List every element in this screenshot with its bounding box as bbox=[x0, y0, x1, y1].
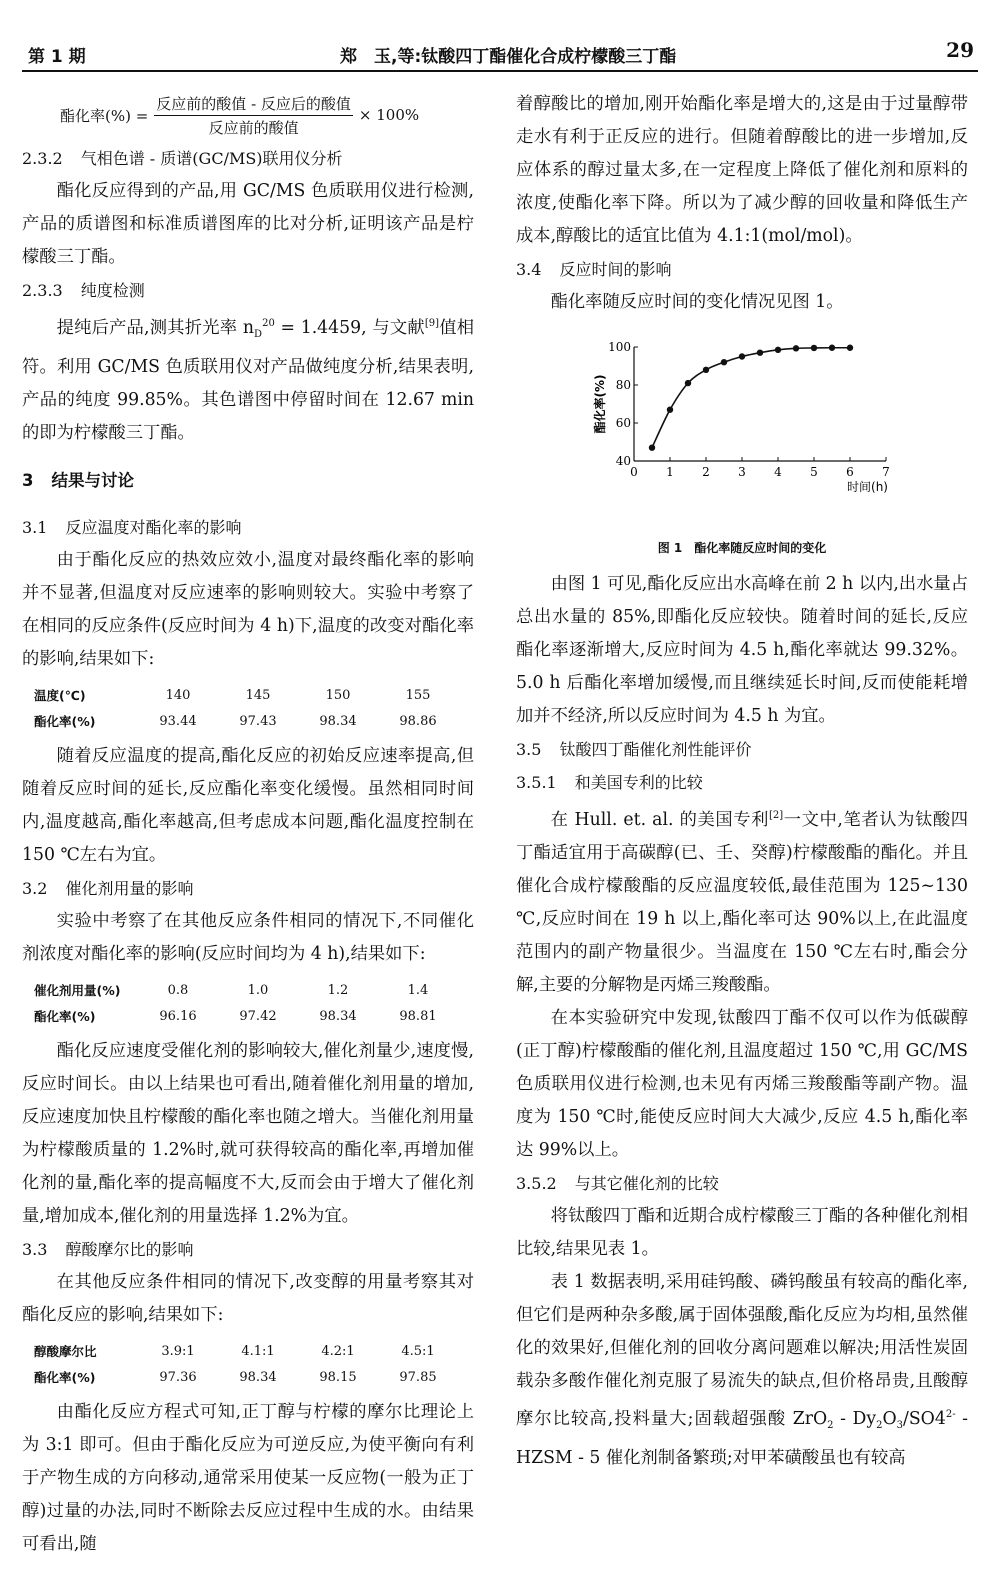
x-tick-label: 5 bbox=[810, 465, 818, 479]
molar-ratio-table: 醇酸摩尔比 3.9:1 4.1:1 4.2:1 4.5:1 酯化率(%) 97.36 98.34 98.15 97.85 bbox=[34, 1343, 437, 1386]
x-tick-label: 2 bbox=[702, 465, 710, 479]
paragraph: 由于酯化反应的热效应效小,温度对最终酯化率的影响并不显著,但温度对反应速率的影响则较大。实验中考察了在相同的反应条件(反应时间为 4 h)下,温度的改变对酯化率的影响,结果如下: bbox=[22, 550, 474, 670]
page-number: 29 bbox=[946, 38, 974, 62]
x-tick-label: 3 bbox=[738, 465, 746, 479]
data-point bbox=[793, 345, 799, 351]
figure-caption: 图 1 酯化率随反应时间的变化 bbox=[657, 541, 827, 555]
y-tick-label: 40 bbox=[615, 454, 631, 468]
data-point bbox=[739, 353, 745, 359]
data-point bbox=[703, 367, 709, 373]
paragraph: 随着反应温度的提高,酯化反应的初始反应速率提高,但随着反应时间的延长,反应酯化率变化缓慢。虽然相同时间内,温度越高,酯化率越高,但考虑成本问题,酯化温度控制在 150 ℃左右为宜。 bbox=[22, 746, 474, 866]
section-heading-3-4: 3.4 反应时间的影响 bbox=[516, 260, 672, 279]
section-heading-3-2: 3.2 催化剂用量的影响 bbox=[22, 879, 194, 899]
paragraph: 由图 1 可见,酯化反应出水高峰在前 2 h 以内,出水量占总出水量的 85%,即酯化反应较快。随着时间的延长,反应酯化率逐渐增大,反应时间为 4.5 h,酯化率就达 99.32%。5.0 h 后酯化率增加缓慢,而且继续延长时间,反而使能耗增加并不经济,所以反应时间为 4.5 h 为宜。 bbox=[516, 574, 968, 726]
x-tick-label: 7 bbox=[882, 465, 890, 479]
paragraph: 将钛酸四丁酯和近期合成柠檬酸三丁酯的各种催化剂相比较,结果见表 1。 bbox=[516, 1205, 968, 1259]
section-heading-3-5-2: 3.5.2 与其它催化剂的比较 bbox=[516, 1173, 719, 1193]
data-series-line bbox=[652, 348, 850, 448]
paragraph: 表 1 数据表明,采用硅钨酸、磷钨酸虽有较高的酯化率,但它们是两种杂多酸,属于固体强酸,酯化反应为均相,虽然催化的效果好,但催化剂的回收分离问题难以解决;用活性炭固载杂多酸作催化剂克服了易流失的缺点,但价格昂贵,且酸醇摩尔比较高,投料量大;固载超强酸 $ZrO_2 - Dy_2O_3/SO4^{2-}$ - HZSM - 5 催化剂制备繁琐;对甲苯磺酸虽也有较高 bbox=[516, 1271, 968, 1468]
x-tick-label: 0 bbox=[630, 465, 638, 479]
paragraph: 实验中考察了在其他反应条件相同的情况下,不同催化剂浓度对酯化率的影响(反应时间均为 4 h),结果如下: bbox=[22, 911, 474, 965]
section-heading-2-3-3: 2.3.3 纯度检测 bbox=[22, 281, 145, 300]
citation: [2] bbox=[768, 810, 784, 821]
paragraph: 酯化反应速度受催化剂的影响较大,催化剂量少,速度慢,反应时间长。由以上结果也可看出,随着催化剂用量的增加,反应速度加快且柠檬酸的酯化率也随之增大。当催化剂用量为柠檬酸质量的 1.2%时,就可获得较高的酯化率,再增加催化剂的量,酯化率的提高幅度不大,反而会由于增大了催化剂量,增加成本,催化剂的用量选择 1.2%为宜。 bbox=[22, 1041, 474, 1227]
paragraph: 酯化率随反应时间的变化情况见图 1。 bbox=[550, 292, 844, 312]
paragraph: 在本实验研究中发现,钛酸四丁酯不仅可以作为低碳醇(正丁醇)柠檬酸酯的催化剂,且温度超过 150 ℃,用 GC/MS 色质联用仪进行检测,也未见有丙烯三羧酸酯等副产物。温度为 150 ℃时,能使反应时间大大减少,反应 4.5 h,酯化率达 99%以上。 bbox=[516, 1007, 968, 1160]
data-point bbox=[811, 345, 817, 351]
data-point bbox=[667, 407, 673, 413]
y-tick-label: 80 bbox=[615, 378, 631, 392]
section-heading-2-3-2: 2.3.2 气相色谱 - 质谱(GC/MS)联用仪分析 bbox=[22, 149, 343, 168]
right-column bbox=[516, 88, 968, 1475]
temperature-table: 温度(℃) 140 145 150 155 酯化率(%) 93.44 97.43 98.34 98.86 bbox=[34, 687, 437, 730]
page-header bbox=[28, 38, 974, 68]
data-point bbox=[757, 350, 763, 356]
paragraph: 提纯后产品,测其折光率 $n_D^{20} = 1.4459$, 与文献[9]值相符。利用 GC/MS 色质联用仪对产品做纯度分析,结果表明,产品的纯度 99.85%。其色谱图中停留时间在 12.67 min 的即为柠檬酸三丁酯。 bbox=[22, 317, 474, 444]
data-point bbox=[649, 445, 655, 451]
formula-numerator: 反应前的酸值 - 反应后的酸值 bbox=[154, 93, 353, 116]
paragraph: 在 Hull. et. al. 的美国专利[2]一文中,笔者认为钛酸四丁酯适宜用于高碳醇(已、壬、癸醇)柠檬酸酯的酯化。并且催化合成柠檬酸酯的反应温度较低,最佳范围为 125~130 ℃,反应时间在 19 h 以上,酯化率可达 90%以上,在此温度范围内的副产物量很少。当温度在 150 ℃左右时,酯会分解,主要的分解物是丙烯三羧酸酯。 bbox=[516, 809, 968, 995]
x-tick-label: 6 bbox=[846, 465, 854, 479]
citation: [9] bbox=[424, 318, 440, 329]
formula-rhs: × 100% bbox=[358, 106, 420, 124]
left-column bbox=[22, 88, 474, 1561]
paragraph: 酯化反应得到的产品,用 GC/MS 色质联用仪进行检测,产品的质谱图和标准质谱图库的比对分析,证明该产品是柠檬酸三丁酯。 bbox=[22, 181, 474, 267]
formula-lhs: 酯化率(%) = bbox=[60, 106, 149, 125]
figure-1 bbox=[516, 325, 968, 537]
issue-label: 第 1 期 bbox=[28, 47, 86, 67]
running-title: 郑 玉,等:钛酸四丁酯催化合成柠檬酸三丁酯 bbox=[340, 47, 677, 67]
y-tick-label: 60 bbox=[615, 416, 631, 430]
section-heading-3-5: 3.5 钛酸四丁酯催化剂性能评价 bbox=[516, 740, 752, 759]
data-point bbox=[847, 345, 853, 351]
paragraph: 着醇酸比的增加,刚开始酯化率是增大的,这是由于过量醇带走水有利于正反应的进行。但随着醇酸比的进一步增加,反应体系的醇过量太多,在一定程度上降低了催化剂和原料的浓度,使酯化率下降。所以为了减少醇的回收量和降低生产成本,醇酸比的适宜比值为 4.1:1(mol/mol)。 bbox=[516, 94, 968, 246]
section-heading-3-1: 3.1 反应温度对酯化率的影响 bbox=[22, 518, 242, 538]
esterification-formula bbox=[60, 88, 474, 142]
x-tick-label: 1 bbox=[666, 465, 674, 479]
section-heading-3-3: 3.3 醇酸摩尔比的影响 bbox=[22, 1240, 194, 1260]
data-point bbox=[829, 345, 835, 351]
data-point bbox=[721, 359, 727, 365]
section-heading-3-5-1: 3.5.1 和美国专利的比较 bbox=[516, 773, 703, 792]
y-tick-label: 100 bbox=[608, 340, 631, 354]
formula-fraction bbox=[154, 93, 353, 138]
header-rule bbox=[22, 70, 978, 72]
paragraph: 在其他反应条件相同的情况下,改变醇的用量考察其对酯化反应的影响,结果如下: bbox=[22, 1272, 474, 1326]
x-axis-label: 时间(h) bbox=[847, 480, 888, 494]
data-point bbox=[685, 380, 691, 386]
data-point bbox=[775, 347, 781, 353]
section-heading-3: 3 结果与讨论 bbox=[22, 471, 134, 491]
y-axis-label: 酯化率(%) bbox=[593, 374, 607, 434]
esterification-chart bbox=[516, 325, 968, 537]
x-tick-label: 4 bbox=[774, 465, 782, 479]
formula-denominator: 反应前的酸值 bbox=[208, 118, 299, 137]
catalyst-table: 催化剂用量(%) 0.8 1.0 1.2 1.4 酯化率(%) 96.16 97.42 98.34 98.81 bbox=[34, 982, 437, 1025]
paragraph: 由酯化反应方程式可知,正丁醇与柠檬的摩尔比理论上为 3:1 即可。但由于酯化反应为可逆反应,为使平衡向有利于产物生成的方向移动,通常采用使某一反应物(一般为正丁醇)过量的办法,同时不断除去反应过程中生成的水。由结果可看出,随 bbox=[22, 1402, 474, 1555]
